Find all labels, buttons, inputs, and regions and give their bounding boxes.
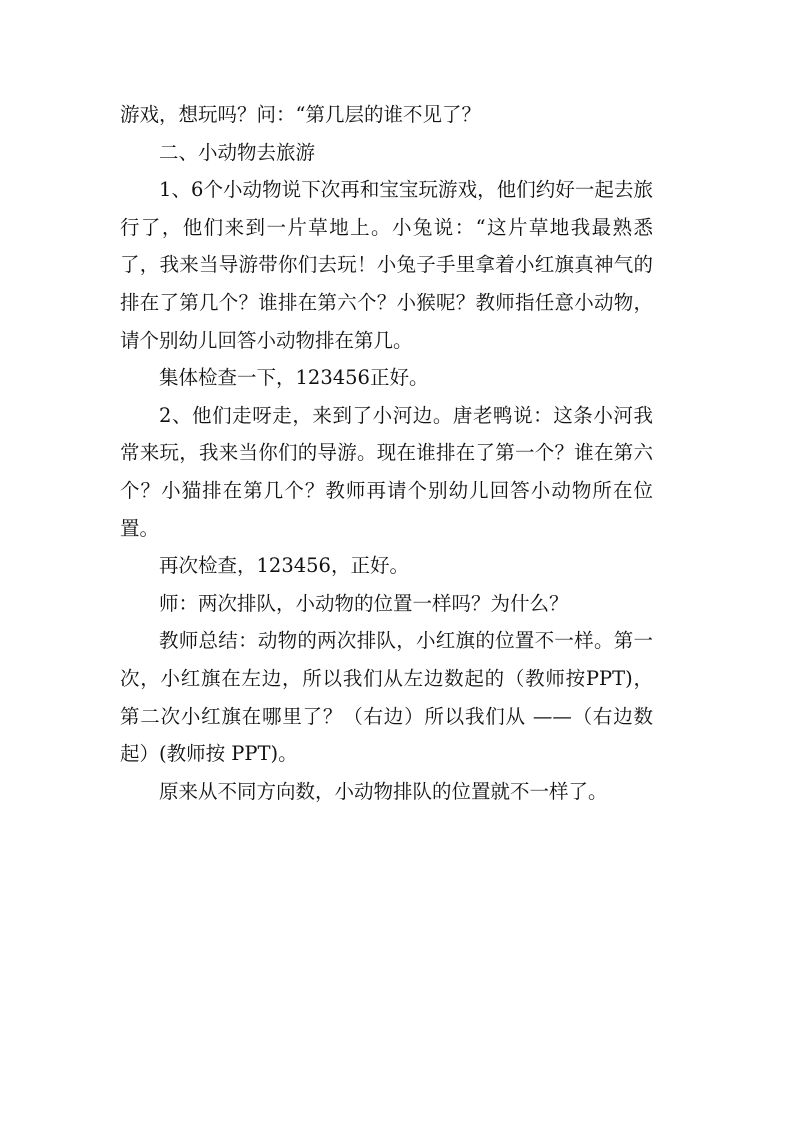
paragraph-intro-continuation: 游戏，想玩吗？问：“第几层的谁不见了？ xyxy=(120,103,481,126)
paragraph-teacher-summary: 教师总结：动物的两次排队，小红旗的位置不一样。第一次，小红旗在左边，所以我们从左边数起的（教师按PPT)，第二次小红旗在哪里了？（右边）所以我们从 ——（右边数起）(教师按 PPT)。 xyxy=(120,629,653,766)
paragraph-check-2: 再次检查，123456，正好。 xyxy=(159,554,409,578)
paragraph-step-1: 1、6个小动物说下次再和宝宝玩游戏，他们约好一起去旅行了，他们来到一片草地上。小兔说：“这片草地我最熟悉了，我来当导游带你们去玩！小兔子手里拿着小红旗真神气的排在了第几个？谁排在第六个？小猴呢？教师指任意小动物，请个别幼儿回答小动物排在第几。 xyxy=(120,178,653,352)
paragraph-conclusion: 原来从不同方向数，小动物排队的位置就不一样了。 xyxy=(159,779,608,803)
paragraph-teacher-question: 师：两次排队，小动物的位置一样吗？为什么？ xyxy=(159,591,569,615)
paragraph-check-1: 集体检查一下，123456正好。 xyxy=(159,366,429,390)
paragraph-step-2: 2、他们走呀走，来到了小河边。唐老鸭说：这条小河我常来玩，我来当你们的导游。现在谁排在了第一个？谁在第六个？小猫排在第几个？教师再请个别幼儿回答小动物所在位置。 xyxy=(120,403,653,540)
document-body xyxy=(120,96,653,810)
section-heading: 二、小动物去旅游 xyxy=(159,140,316,164)
